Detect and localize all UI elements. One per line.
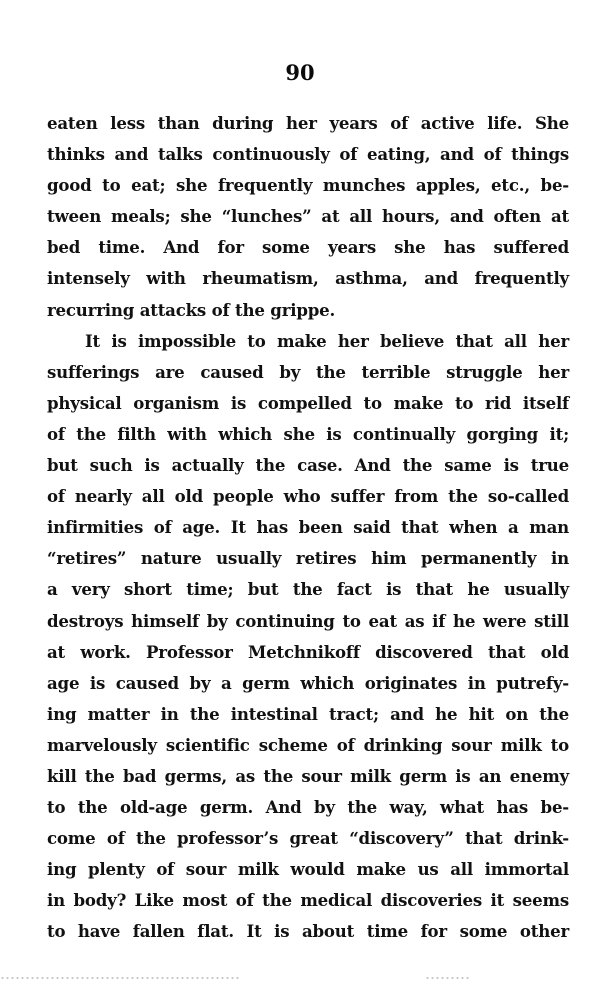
text-line: at work. Professor Metchnikoff discovered that old (47, 641, 569, 662)
text-line: sufferings are caused by the terrible struggle her (47, 361, 569, 382)
paragraph-start-line: It is impossible to make her believe that all her (85, 330, 569, 351)
scan-speckle (0, 976, 240, 980)
text-line: to the old-age germ. And by the way, what has be- (47, 797, 569, 818)
text-line: come of the professor’s great “discovery” that drink- (47, 828, 569, 849)
text-line: “retires” nature usually retires him permanently in (47, 548, 569, 569)
text-line: kill the bad germs, as the sour milk germ is an enemy (47, 765, 569, 786)
text-line: to have fallen flat. It is about time for some other (47, 921, 569, 942)
text-line: intensely with rheumatism, asthma, and frequently (47, 268, 569, 289)
text-line: but such is actually the case. And the same is true (47, 455, 569, 476)
text-line: destroys himself by continuing to eat as if he were still (47, 610, 569, 631)
page-number: 90 (285, 60, 315, 85)
scan-speckle (425, 976, 470, 980)
text-line: in body? Like most of the medical discoveries it seems (47, 890, 569, 911)
text-line: physical organism is compelled to make to rid itself (47, 392, 569, 413)
text-line: ing matter in the intestinal tract; and he hit on the (47, 703, 569, 724)
text-line: eaten less than during her years of active life. She (47, 113, 569, 133)
text-line: marvelously scientific scheme of drinking sour milk to (47, 734, 569, 755)
text-line: bed time. And for some years she has suffered (47, 237, 569, 258)
body-text (47, 108, 569, 948)
text-line: infirmities of age. It has been said that when a man (47, 517, 569, 538)
text-line: recurring attacks of the grippe. (47, 299, 336, 320)
text-line: age is caused by a germ which originates in putrefy- (47, 672, 569, 693)
text-line: of nearly all old people who suffer from the so-called (47, 486, 569, 507)
text-line: tween meals; she “lunches” at all hours, and often at (47, 206, 569, 227)
text-line: of the filth with which she is continually gorging it; (47, 423, 569, 444)
text-line: thinks and talks continuously of eating, and of things (47, 144, 569, 165)
text-line: good to eat; she frequently munches apples, etc., be- (47, 175, 569, 196)
text-line: a very short time; but the fact is that he usually (47, 579, 569, 600)
text-line: ing plenty of sour milk would make us all immortal (47, 859, 569, 880)
